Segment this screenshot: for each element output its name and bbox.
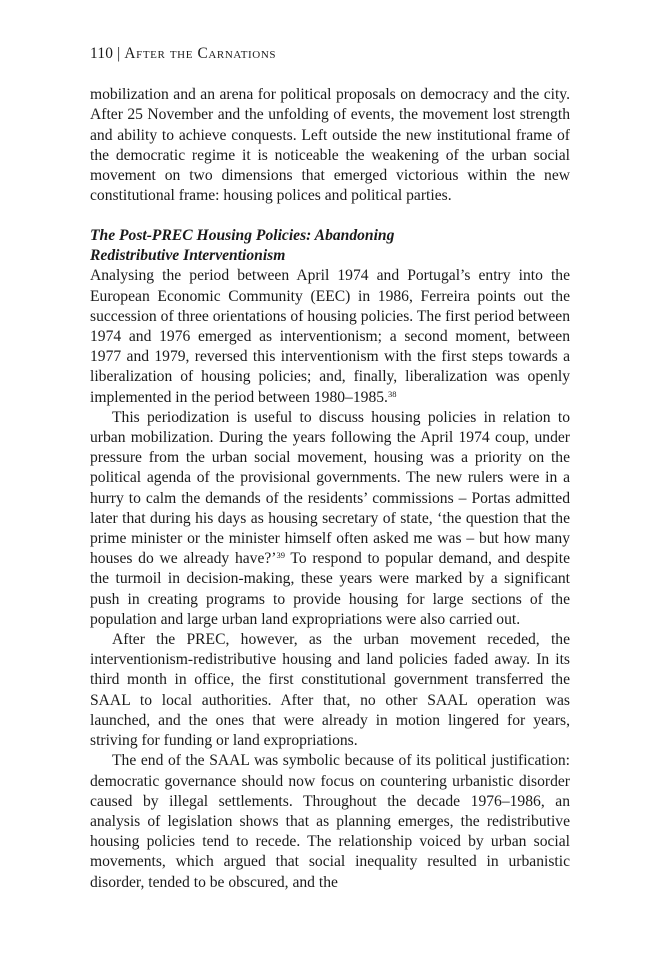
paragraph-3-text-b: To respond to popular demand, and despite the turmoil in decision-making, these years were marked by a significant push in creating programs to provide housing for large sections of the population and large urban land expropriations were also carried out. (90, 550, 570, 628)
footnote-ref-39[interactable]: 39 (276, 550, 285, 561)
paragraph-2 (90, 266, 570, 407)
section-heading-line-1: The Post-PREC Housing Policies: Abandoning (90, 227, 395, 245)
paragraph-5: The end of the SAAL was symbolic because of its political justification: democratic governance should now focus on countering urbanistic disorder caused by illegal settlements. Throughout the decade 1976–1986, an analysis of legislation shows that as planning emerges, the redistributive housing policies tend to recede. The relationship voiced by urban social movements, which argued that social inequality resulted in urbanistic disorder, tended to be obscured, and the (90, 752, 570, 891)
book-page (90, 44, 570, 893)
header-separator: | (117, 45, 121, 62)
paragraph-1: mobilization and an arena for political proposals on democracy and the city. After 25 November and the unfolding of events, the movement lost strength and ability to achieve conquests. Left outside the new institutional frame of the democratic regime it is noticeable the weakening of the urban social movement on two dimensions that emerged victorious within the new constitutional frame: housing polices and political parties. (90, 86, 570, 205)
running-title: After the Carnations (124, 45, 277, 62)
footnote-ref-38[interactable]: 38 (387, 388, 397, 399)
paragraph-3 (90, 408, 570, 630)
paragraph-2-text: Analysing the period between April 1974 and Portugal’s entry into the European Economic Community (EEC) in 1986, Ferreira points out the succession of three orientations of housing policies. The first period between 1974 and 1976 emerged as interventionism; a second moment, between 1977 and 1979, reversed this interventionism with the first steps towards a liberalization of housing policies; and, finally, liberalization was openly implemented in the period between 1980–1985. (90, 267, 570, 406)
running-header (90, 44, 570, 64)
section-heading (90, 226, 570, 266)
paragraph-4: After the PREC, however, as the urban movement receded, the interventionism-redistributive housing and land policies faded away. In its third month in office, the first constitutional government transferred the SAAL to local authorities. After that, no other SAAL operation was launched, and the ones that were already in motion lingered for years, striving for funding or land expropriations. (90, 631, 570, 750)
page-number: 110 (90, 45, 114, 62)
section-heading-line-2: Redistributive Interventionism (90, 247, 286, 265)
paragraph-3-text-a: This periodization is useful to discuss housing policies in relation to urban mobilization. During the years following the April 1974 coup, under pressure from the urban social movement, housing was a priority on the political agenda of the provisional governments. The new rulers were in a hurry to calm the demands of the residents’ commissions – Portas admitted later that during his days as housing secretary of state, ‘the question that the prime minister or the minister himself often asked me was – but how many houses do we already have?’ (90, 408, 570, 568)
